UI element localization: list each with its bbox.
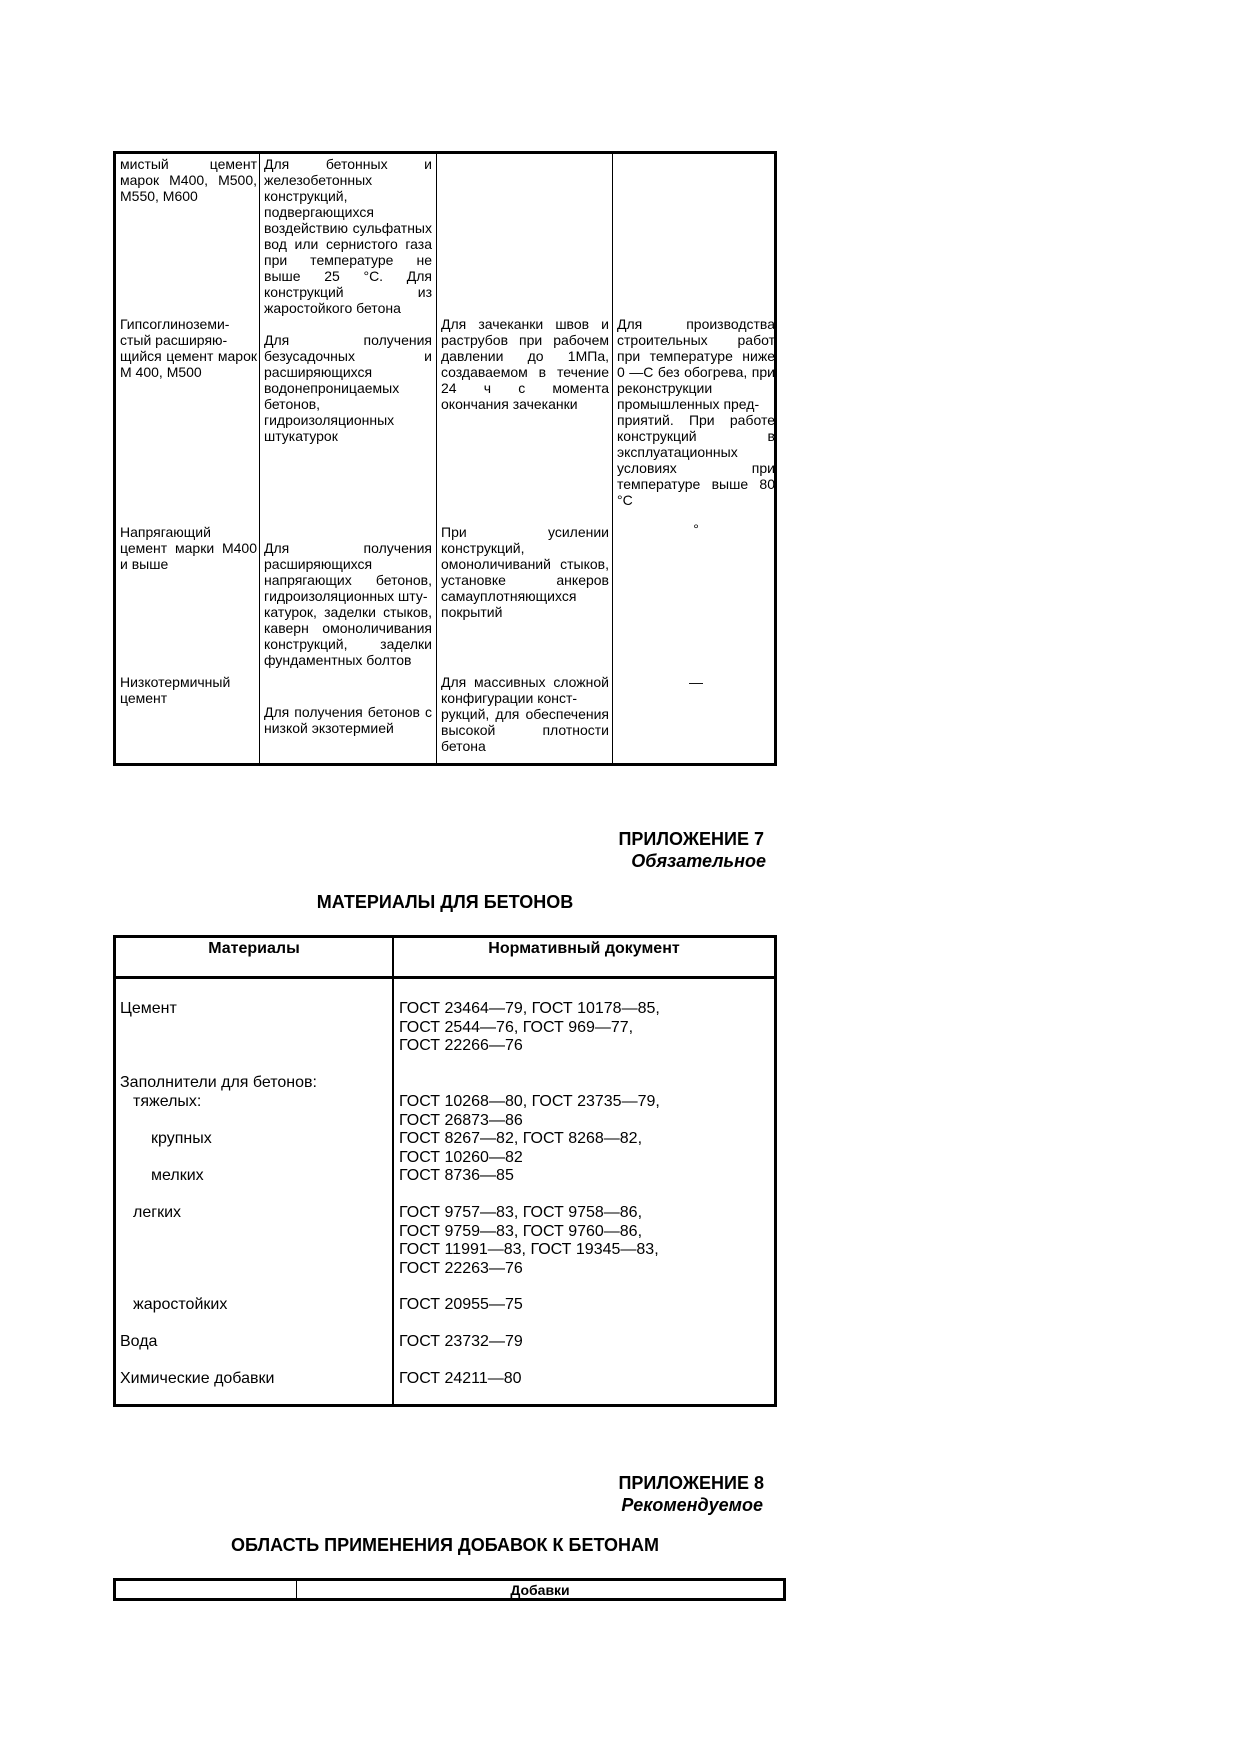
normative-document: ГОСТ 20955—75	[399, 1296, 523, 1313]
column-header-additives: Добавки	[510, 1582, 570, 1598]
appendix-8-status: Рекомендуемое	[621, 1495, 763, 1515]
header-divider	[116, 976, 774, 979]
appendix-7-heading: МАТЕРИАЛЫ ДЛЯ БЕТОНОВ	[316, 892, 574, 912]
material-name: Заполнители для бетонов:	[120, 1074, 317, 1091]
column-header-document: Нормативный документ	[488, 940, 680, 957]
cement-application-cell: При усилении конструкций, омоноличиваний стыков, установке анкеров самауплотняющихся покрытий	[441, 524, 609, 620]
cement-application-cell: Для зачеканки швов и раструбов при рабочем давлении до 1МПа, создаваемом в течение 24 ч с момента окончания зачеканки	[441, 316, 609, 412]
appendix-8-title: ПРИЛОЖЕНИЕ 8	[618, 1473, 764, 1493]
normative-document: ГОСТ 10268—80, ГОСТ 23735—79, ГОСТ 26873—86	[399, 1093, 660, 1129]
cement-type-cell: Напрягающий цемент марки М400 и выше	[120, 524, 257, 572]
normative-document: ГОСТ 24211—80	[399, 1370, 522, 1387]
material-name: Цемент	[120, 1000, 177, 1017]
cement-purpose-cell: Для получения расширяющихся напрягающих бетонов, гидроизоляционных шту- катурок, заделки стыков, каверн омоноличивания конструкций, заделки фундаментных болтов	[264, 540, 432, 668]
normative-document: ГОСТ 23464—79, ГОСТ 10178—85, ГОСТ 2544—76, ГОСТ 969—77, ГОСТ 22266—76	[399, 1000, 660, 1054]
material-name: Вода	[120, 1333, 158, 1350]
cement-conditions-cell: —	[689, 674, 703, 690]
material-name: мелких	[151, 1167, 204, 1184]
material-name: крупных	[151, 1130, 212, 1147]
materials-table	[113, 935, 777, 1407]
appendix-7-title: ПРИЛОЖЕНИЕ 7	[618, 829, 764, 849]
cement-purpose-cell: Для бетонных и железобетонных конструкций, подвергающихся воздействию сульфатных вод или сернистого газа при температуре не выше 25 °С. Для конструкций из жаростойкого бетона	[264, 156, 432, 316]
material-name: тяжелых:	[133, 1093, 202, 1110]
normative-document: ГОСТ 8267—82, ГОСТ 8268—82, ГОСТ 10260—82	[399, 1130, 643, 1166]
normative-document: ГОСТ 8736—85	[399, 1167, 514, 1184]
material-name: жаростойких	[133, 1296, 228, 1313]
cement-type-cell: Гипсоглиноземи- стый расширяю- щийся цемент марок М 400, М500	[120, 316, 257, 380]
cement-purpose-cell: Для получения безусадочных и расширяющихся водонепроницаемых бетонов, гидроизоляционных штукатурок	[264, 332, 432, 444]
column-divider	[259, 154, 260, 763]
column-divider	[436, 154, 437, 763]
cement-conditions-cell: °	[693, 521, 699, 537]
normative-document: ГОСТ 23732—79	[399, 1333, 523, 1350]
cement-table-continuation	[113, 151, 777, 766]
normative-document: ГОСТ 9757—83, ГОСТ 9758—86, ГОСТ 9759—83, ГОСТ 9760—86, ГОСТ 11991—83, ГОСТ 19345—83, ГОСТ 22263—76	[399, 1204, 659, 1277]
cement-application-cell: Для массивных сложной конфигурации конст- рукций, для обеспечения высокой плотности бетона	[441, 674, 609, 754]
cement-type-cell: Низкотермичный цемент	[120, 674, 231, 706]
cement-conditions-cell: Для производства строительных работ при температуре ниже 0 —С без обогрева, при реконструкции промышленных пред- приятий. При работе конструкций в эксплуатационных условиях при температуре выше 80 °С	[617, 316, 775, 508]
appendix-8-heading: ОБЛАСТЬ ПРИМЕНЕНИЯ ДОБАВОК К БЕТОНАМ	[230, 1535, 659, 1555]
cement-type-cell: мистый цемент марок М400, М500, М550, М600	[120, 156, 257, 204]
cement-purpose-cell: Для получения бетонов с низкой экзотермией	[264, 704, 432, 736]
material-name: легких	[133, 1204, 182, 1221]
appendix-7-status: Обязательное	[631, 851, 766, 871]
additives-table	[113, 1578, 786, 1601]
column-divider	[612, 154, 613, 763]
column-header-materials: Материалы	[208, 940, 300, 957]
column-divider	[392, 938, 394, 1404]
material-name: Химические добавки	[120, 1370, 275, 1387]
